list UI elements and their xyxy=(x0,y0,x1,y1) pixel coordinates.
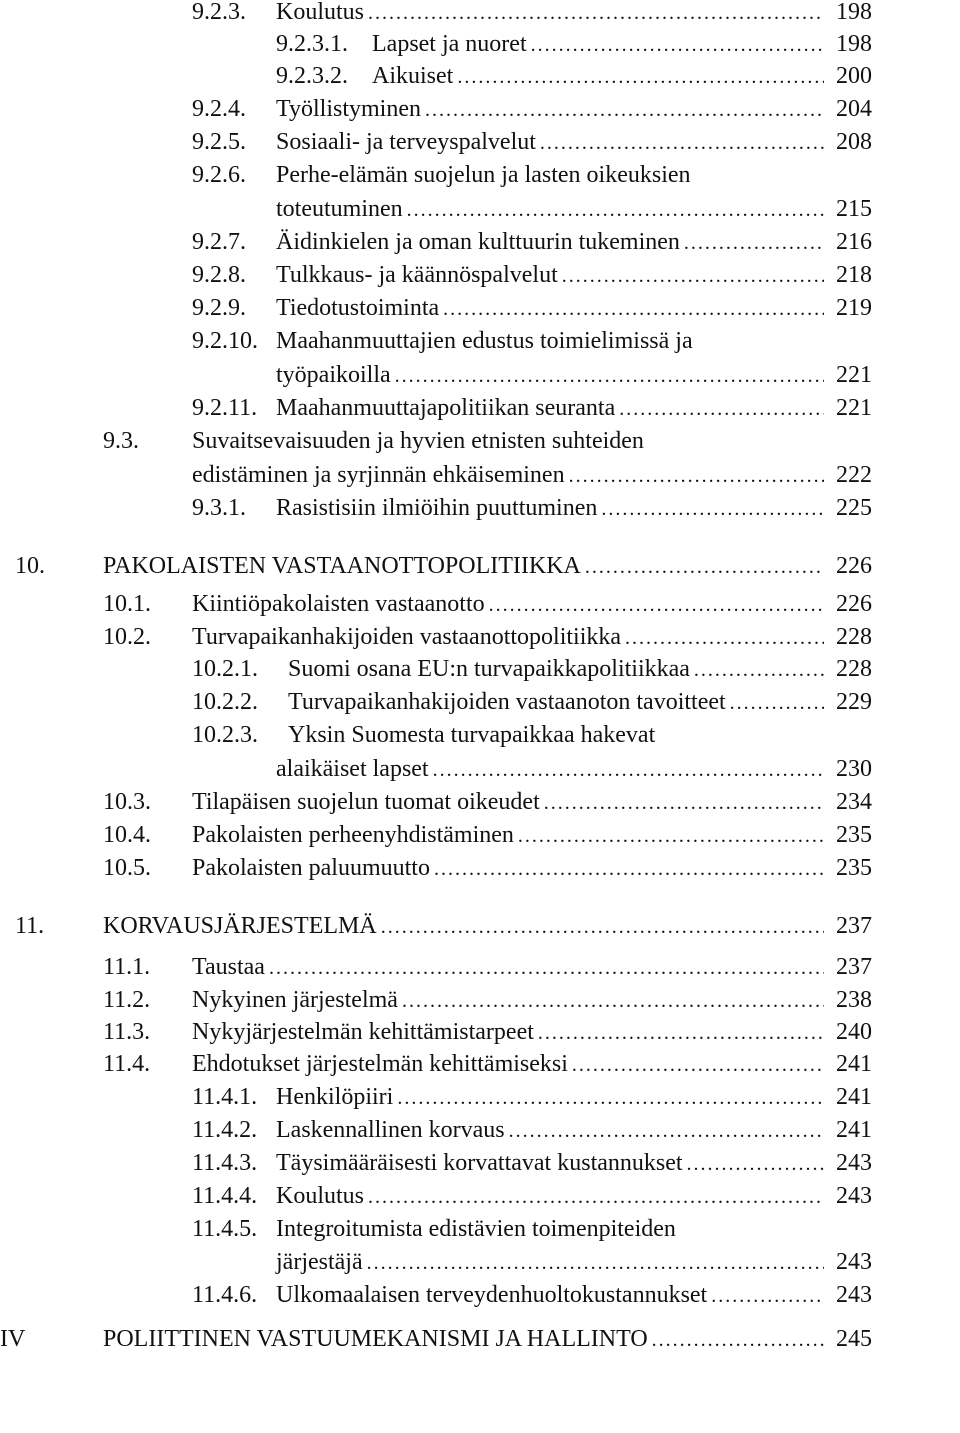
entry-number: 9.2.3.2. xyxy=(276,63,348,89)
entry-title: Rasistisiin ilmiöihin puuttuminen xyxy=(276,495,598,521)
entry-page: 241 xyxy=(836,1051,872,1077)
entry-number: 11.4.4. xyxy=(192,1183,258,1209)
dot-leader xyxy=(457,60,824,93)
dot-leader xyxy=(402,984,824,1017)
toc-entry xyxy=(0,126,872,158)
toc-entry xyxy=(0,686,872,718)
entry-page: 218 xyxy=(836,262,872,288)
toc-entry xyxy=(0,819,872,851)
entry-number: 10.4. xyxy=(103,822,151,848)
toc-entry xyxy=(0,425,872,457)
entry-number: 10.2.3. xyxy=(192,722,258,748)
entry-title: Pakolaisten perheenyhdistäminen xyxy=(192,822,514,848)
entry-title-continued: työpaikoilla xyxy=(276,362,391,388)
entry-title: Nykyjärjestelmän kehittämistarpeet xyxy=(192,1019,534,1045)
entry-title: Integroitumista edistävien toimenpiteiden xyxy=(276,1216,676,1242)
entry-page: 225 xyxy=(836,495,872,521)
dot-leader xyxy=(434,852,824,885)
entry-title: Yksin Suomesta turvapaikkaa hakevat xyxy=(288,722,656,748)
toc-entry xyxy=(0,550,872,582)
toc-entry xyxy=(0,1048,872,1080)
entry-page: 208 xyxy=(836,129,872,155)
entry-title: Tiedotustoiminta xyxy=(276,295,440,321)
entry-number: 11.1. xyxy=(103,954,151,980)
toc-entry xyxy=(0,653,872,685)
entry-title: Aikuiset xyxy=(372,63,454,89)
entry-number: 9.2.3.1. xyxy=(276,31,348,57)
entry-number: 11.3. xyxy=(103,1019,151,1045)
dot-leader xyxy=(585,550,824,583)
toc-entry xyxy=(0,984,872,1016)
entry-number: 10.2. xyxy=(103,624,151,650)
entry-number: 9.2.4. xyxy=(192,96,246,122)
entry-number: 9.2.5. xyxy=(192,129,246,155)
entry-number: 9.2.6. xyxy=(192,162,246,188)
entry-page: 228 xyxy=(836,656,872,682)
dot-leader xyxy=(368,1180,824,1213)
toc-entry xyxy=(0,588,872,620)
entry-title: Sosiaali- ja terveyspalvelut xyxy=(276,129,536,155)
entry-page: 222 xyxy=(836,462,872,488)
toc-entry xyxy=(0,1147,872,1179)
entry-title: PAKOLAISTEN VASTAANOTTOPOLITIIKKA xyxy=(103,553,581,579)
toc-entry-continuation xyxy=(0,359,872,391)
entry-title-continued: toteutuminen xyxy=(276,196,403,222)
dot-leader xyxy=(509,1114,824,1147)
entry-number: 11.4. xyxy=(103,1051,151,1077)
toc-entry xyxy=(0,1323,872,1355)
toc-entry xyxy=(0,159,872,191)
dot-leader xyxy=(684,226,824,259)
dot-leader xyxy=(652,1323,824,1356)
entry-page: 235 xyxy=(836,855,872,881)
entry-page: 243 xyxy=(836,1183,872,1209)
toc-entry xyxy=(0,1180,872,1212)
dot-leader xyxy=(381,910,824,943)
entry-page: 243 xyxy=(836,1282,872,1308)
entry-title: Taustaa xyxy=(192,954,265,980)
toc-entry xyxy=(0,93,872,125)
toc-entry xyxy=(0,621,872,653)
toc-entry xyxy=(0,392,872,424)
entry-title: KORVAUSJÄRJESTELMÄ xyxy=(103,913,377,939)
toc-entry xyxy=(0,28,872,60)
entry-title-continued: edistäminen ja syrjinnän ehkäiseminen xyxy=(192,462,565,488)
dot-leader xyxy=(569,459,824,492)
entry-number: 11.4.3. xyxy=(192,1150,258,1176)
toc-entry-continuation xyxy=(0,753,872,785)
toc-entry xyxy=(0,226,872,258)
entry-page: 198 xyxy=(836,0,872,25)
toc-entry xyxy=(0,1114,872,1146)
entry-number: 9.2.8. xyxy=(192,262,246,288)
toc-entry xyxy=(0,259,872,291)
dot-leader xyxy=(540,126,824,159)
dot-leader xyxy=(544,786,824,819)
entry-page: 230 xyxy=(836,756,872,782)
entry-title: Ehdotukset järjestelmän kehittämiseksi xyxy=(192,1051,568,1077)
entry-page: 200 xyxy=(836,63,872,89)
toc-entry xyxy=(0,60,872,92)
entry-page: 237 xyxy=(836,954,872,980)
entry-title: Äidinkielen ja oman kulttuurin tukeminen xyxy=(276,229,680,255)
entry-title: Maahanmuuttajapolitiikan seuranta xyxy=(276,395,616,421)
entry-number: 11.4.1. xyxy=(192,1084,258,1110)
entry-page: 241 xyxy=(836,1084,872,1110)
entry-page: 228 xyxy=(836,624,872,650)
entry-number: 11.4.2. xyxy=(192,1117,258,1143)
entry-page: 243 xyxy=(836,1150,872,1176)
dot-leader xyxy=(711,1279,824,1312)
dot-leader xyxy=(619,392,824,425)
toc-entry xyxy=(0,1016,872,1048)
dot-leader xyxy=(625,621,824,654)
entry-title: Henkilöpiiri xyxy=(276,1084,394,1110)
dot-leader xyxy=(518,819,824,852)
entry-page: 243 xyxy=(836,1249,872,1275)
entry-number: 9.2.10. xyxy=(192,328,258,354)
entry-title: Suomi osana EU:n turvapaikkapolitiikkaa xyxy=(288,656,690,682)
entry-title: Turvapaikanhakijoiden vastaanottopolitiikka xyxy=(192,624,622,650)
entry-number: 11.4.6. xyxy=(192,1282,258,1308)
entry-number: 11.2. xyxy=(103,987,151,1013)
entry-title: Tilapäisen suojelun tuomat oikeudet xyxy=(192,789,540,815)
entry-title: Maahanmuuttajien edustus toimielimissä ja xyxy=(276,328,693,354)
toc-entry xyxy=(0,951,872,983)
entry-number: 9.2.11. xyxy=(192,395,258,421)
entry-page: 216 xyxy=(836,229,872,255)
entry-page: 226 xyxy=(836,553,872,579)
entry-title-continued: alaikäiset lapset xyxy=(276,756,429,782)
dot-leader xyxy=(538,1016,824,1049)
entry-page: 238 xyxy=(836,987,872,1013)
dot-leader xyxy=(367,1246,824,1279)
entry-number: 10. xyxy=(15,553,45,579)
entry-title: Suvaitsevaisuuden ja hyvien etnisten suhteiden xyxy=(192,428,644,454)
entry-title: Pakolaisten paluumuutto xyxy=(192,855,430,881)
toc-entry xyxy=(0,292,872,324)
entry-title: Tulkkaus- ja käännöspalvelut xyxy=(276,262,558,288)
entry-number: 9.3.1. xyxy=(192,495,246,521)
dot-leader xyxy=(562,259,824,292)
entry-title: POLIITTINEN VASTUUMEKANISMI JA HALLINTO xyxy=(103,1326,648,1352)
dot-leader xyxy=(730,686,824,719)
entry-number: 9.2.3. xyxy=(192,0,246,25)
entry-number: 9.3. xyxy=(103,428,139,454)
entry-page: 226 xyxy=(836,591,872,617)
entry-title: Koulutus xyxy=(276,1183,365,1209)
toc-entry xyxy=(0,719,872,751)
entry-title: Työllistyminen xyxy=(276,96,421,122)
entry-page: 221 xyxy=(836,362,872,388)
toc-entry xyxy=(0,910,872,942)
entry-page: 215 xyxy=(836,196,872,222)
toc-entry xyxy=(0,325,872,357)
dot-leader xyxy=(433,753,824,786)
entry-number: 9.2.9. xyxy=(192,295,246,321)
entry-number: 11. xyxy=(15,913,45,939)
toc-entry-continuation xyxy=(0,1246,872,1278)
dot-leader xyxy=(489,588,824,621)
toc-entry xyxy=(0,852,872,884)
dot-leader xyxy=(395,359,824,392)
toc-entry xyxy=(0,1213,872,1245)
toc-entry-continuation xyxy=(0,193,872,225)
entry-page: 235 xyxy=(836,822,872,848)
dot-leader xyxy=(425,93,824,126)
entry-title: Perhe-elämän suojelun ja lasten oikeuksien xyxy=(276,162,691,188)
dot-leader xyxy=(694,653,824,686)
entry-title: Turvapaikanhakijoiden vastaanoton tavoitteet xyxy=(288,689,726,715)
dot-leader xyxy=(443,292,824,325)
dot-leader xyxy=(407,193,824,226)
toc-entry xyxy=(0,1279,872,1311)
toc-entry xyxy=(0,1081,872,1113)
entry-title: Täysimääräisesti korvattavat kustannukset xyxy=(276,1150,683,1176)
entry-page: 221 xyxy=(836,395,872,421)
entry-number: IV xyxy=(0,1326,26,1352)
entry-page: 219 xyxy=(836,295,872,321)
entry-page: 241 xyxy=(836,1117,872,1143)
entry-title: Lapset ja nuoret xyxy=(372,31,527,57)
dot-leader xyxy=(687,1147,824,1180)
entry-number: 10.3. xyxy=(103,789,151,815)
dot-leader xyxy=(531,28,824,61)
entry-number: 10.2.1. xyxy=(192,656,258,682)
entry-page: 198 xyxy=(836,31,872,57)
entry-number: 10.5. xyxy=(103,855,151,881)
entry-page: 204 xyxy=(836,96,872,122)
dot-leader xyxy=(572,1048,824,1081)
dot-leader xyxy=(397,1081,824,1114)
entry-title-continued: järjestäjä xyxy=(276,1249,363,1275)
dot-leader xyxy=(601,492,824,525)
entry-page: 237 xyxy=(836,913,872,939)
dot-leader xyxy=(269,951,824,984)
entry-number: 11.4.5. xyxy=(192,1216,258,1242)
toc-entry xyxy=(0,0,872,28)
entry-page: 245 xyxy=(836,1326,872,1352)
entry-page: 229 xyxy=(836,689,872,715)
toc-entry xyxy=(0,786,872,818)
entry-title: Ulkomaalaisen terveydenhuoltokustannukset xyxy=(276,1282,708,1308)
entry-page: 240 xyxy=(836,1019,872,1045)
entry-page: 234 xyxy=(836,789,872,815)
entry-title: Nykyinen järjestelmä xyxy=(192,987,398,1013)
entry-title: Laskennallinen korvaus xyxy=(276,1117,505,1143)
toc-entry xyxy=(0,492,872,524)
dot-leader xyxy=(368,0,824,29)
entry-number: 10.2.2. xyxy=(192,689,258,715)
entry-number: 9.2.7. xyxy=(192,229,246,255)
toc-entry-continuation xyxy=(0,459,872,491)
entry-title: Kiintiöpakolaisten vastaanotto xyxy=(192,591,485,617)
entry-number: 10.1. xyxy=(103,591,151,617)
entry-title: Koulutus xyxy=(276,0,365,25)
